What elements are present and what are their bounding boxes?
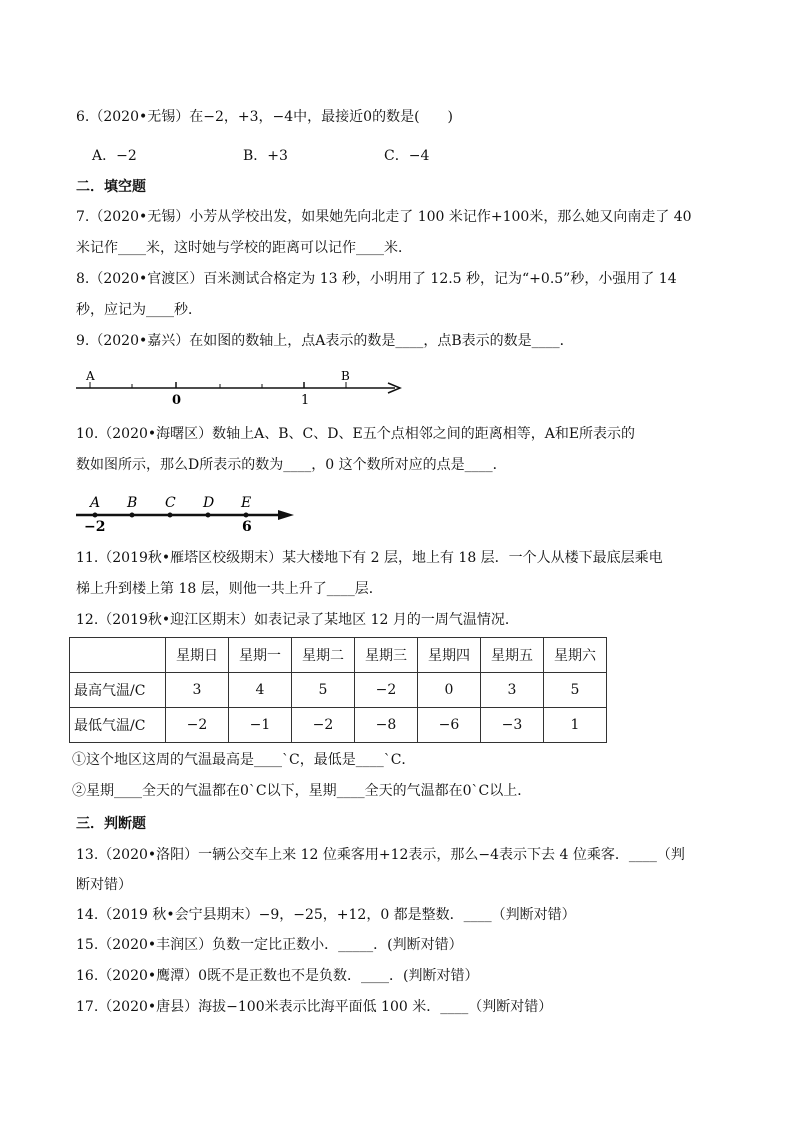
- q10-label-e-value: 6: [242, 519, 252, 535]
- table-header-cell: 星期日: [166, 638, 229, 673]
- table-cell: 4: [229, 673, 292, 708]
- table-header-cell: 星期五: [481, 638, 544, 673]
- q9-zero-label: 0: [172, 393, 182, 408]
- q9-point-b-label: B: [341, 369, 350, 383]
- table-header-cell: 星期二: [292, 638, 355, 673]
- q10-point-e: E: [241, 495, 252, 511]
- table-header-cell: 星期六: [544, 638, 607, 673]
- question-8-line-1: 8.（2020•官渡区）百米测试合格定为 13 秒，小明用了 12.5 秒，记为“+0.5”秒，小强用了 14: [76, 271, 677, 287]
- question-12-sub-1: ①这个地区这周的气温最高是____`C，最低是____`C．: [72, 752, 416, 768]
- question-12-sub-2: ②星期____全天的气温都在0`C以下，星期____全天的气温都在0`C以上．: [72, 783, 532, 799]
- q6-option-a: A．−2: [92, 148, 137, 164]
- table-cell: 5: [544, 673, 607, 708]
- q6-option-b: B．+3: [243, 148, 288, 164]
- q9-one-label: 1: [301, 393, 310, 408]
- question-13-line-2: 断对错）: [76, 877, 132, 893]
- question-7-line-1: 7.（2020•无锡）小芳从学校出发，如果她先向北走了 100 米记作+100米，那么她又向南走了 40: [76, 209, 692, 225]
- q9-number-line: [70, 364, 410, 409]
- table-cell: 0: [418, 673, 481, 708]
- q10-label-a-value: −2: [84, 519, 106, 535]
- question-13-line-1: 13.（2020•洛阳）一辆公交车上来 12 位乘客用+12表示，那么−4表示下去 4 位乘客．____（判: [76, 847, 685, 863]
- question-10-line-2: 数如图所示，那么D所表示的数为____，0 这个数所对应的点是____．: [76, 457, 507, 473]
- table-cell: 5: [292, 673, 355, 708]
- question-9: 9.（2020•嘉兴）在如图的数轴上，点A表示的数是____，点B表示的数是____．: [76, 333, 574, 349]
- table-cell: −2: [355, 673, 418, 708]
- q10-point-c: C: [165, 495, 176, 511]
- table-row: [70, 708, 607, 743]
- section-fill-in-title: 二．填空题: [76, 179, 146, 195]
- table-header-cell: 星期一: [229, 638, 292, 673]
- temperature-table: [69, 637, 607, 743]
- table-header-cell: 星期四: [418, 638, 481, 673]
- q10-point-d: D: [203, 495, 215, 511]
- table-cell: −3: [481, 708, 544, 743]
- question-7-line-2: 米记作____米，这时她与学校的距离可以记作____米．: [76, 240, 412, 256]
- question-16: 16.（2020•鹰潭）0既不是正数也不是负数．____．(判断对错）: [76, 968, 479, 984]
- table-cell: −6: [418, 708, 481, 743]
- table-cell: 1: [544, 708, 607, 743]
- question-6: 6.（2020•无锡）在−2，+3，−4中，最接近0的数是( ): [76, 109, 453, 125]
- q9-point-a-label: A: [86, 369, 95, 383]
- question-11-line-2: 梯上升到楼上第 18 层，则他一共上升了____层．: [76, 581, 383, 597]
- table-row-header: 最高气温/C: [70, 673, 166, 708]
- q10-number-line: [72, 490, 302, 535]
- table-row-header: 最低气温/C: [70, 708, 166, 743]
- question-11-line-1: 11.（2019秋•雁塔区校级期末）某大楼地下有 2 层，地上有 18 层．一个人从楼下最底层乘电: [76, 550, 663, 566]
- question-8-line-2: 秒，应记为____秒．: [76, 302, 202, 318]
- table-cell: 3: [481, 673, 544, 708]
- section-judgement-title: 三．判断题: [76, 816, 146, 832]
- table-header-row: [70, 638, 607, 673]
- table-cell: −8: [355, 708, 418, 743]
- question-15: 15.（2020•丰润区）负数一定比正数小．_____．(判断对错）: [76, 937, 463, 953]
- question-17: 17.（2020•唐县）海拔−100米表示比海平面低 100 米．____（判断对错）: [76, 999, 553, 1015]
- table-cell: 3: [166, 673, 229, 708]
- question-10-line-1: 10.（2020•海曙区）数轴上A、B、C、D、E五个点相邻之间的距离相等，A和E所表示的: [76, 426, 636, 442]
- question-14: 14.（2019 秋•会宁县期末）−9，−25，+12，0 都是整数．____（判断对错）: [76, 907, 576, 923]
- table-cell: −2: [166, 708, 229, 743]
- q6-option-c: C．−4: [384, 148, 430, 164]
- table-header-cell: 星期三: [355, 638, 418, 673]
- q10-point-a: A: [90, 495, 101, 511]
- question-12: 12.（2019秋•迎江区期末）如表记录了某地区 12 月的一周气温情况．: [76, 612, 519, 628]
- table-header-cell: [70, 638, 166, 673]
- q10-point-b: B: [127, 495, 138, 511]
- table-cell: −1: [229, 708, 292, 743]
- table-cell: −2: [292, 708, 355, 743]
- table-row: [70, 673, 607, 708]
